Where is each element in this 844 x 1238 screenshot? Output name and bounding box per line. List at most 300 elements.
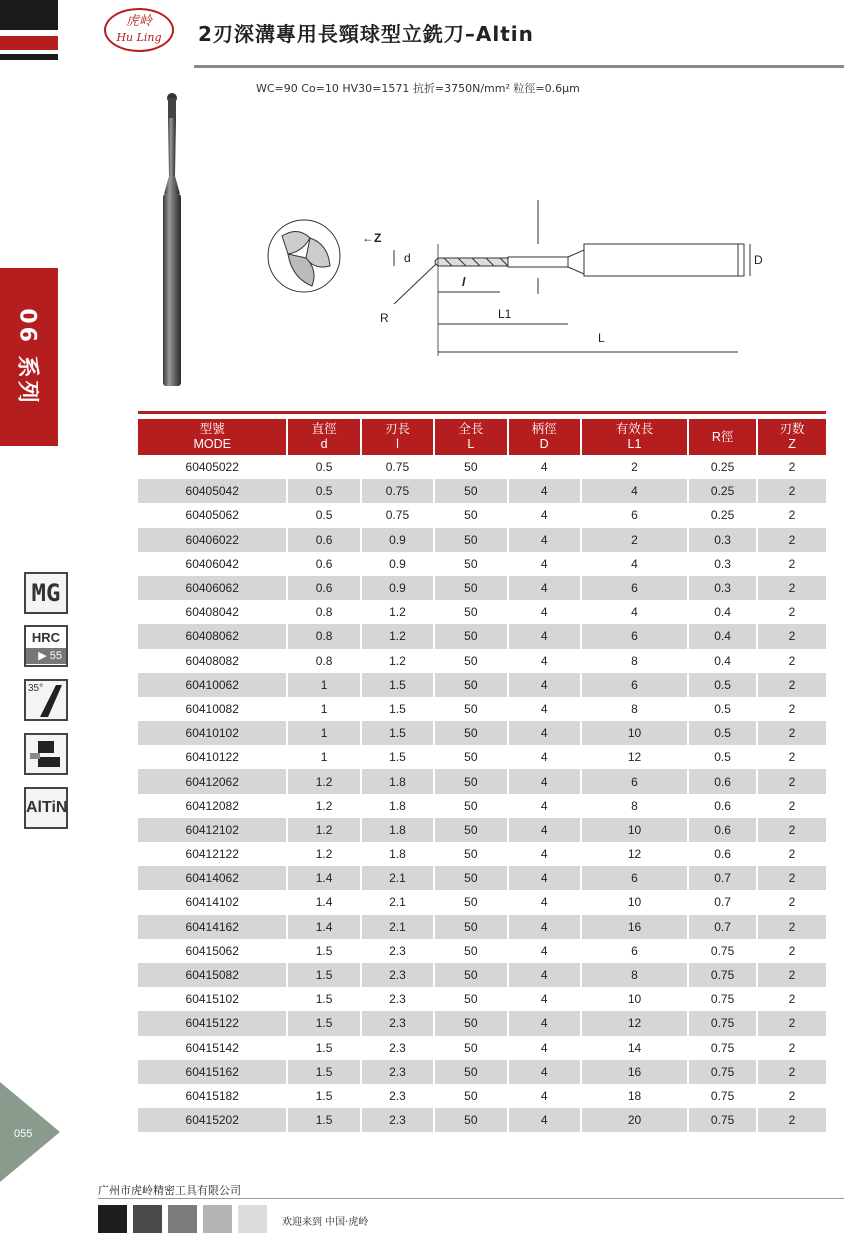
table-cell: 2: [758, 1108, 826, 1132]
table-cell: 60415062: [138, 939, 288, 963]
table-cell: 50: [435, 915, 508, 939]
table-cell: 1.5: [288, 987, 361, 1011]
table-cell: 6: [582, 939, 689, 963]
table-cell: 60415202: [138, 1108, 288, 1132]
table-cell: 60410102: [138, 721, 288, 745]
table-cell: 2.1: [362, 890, 435, 914]
table-cell: 60410122: [138, 745, 288, 769]
table-cell: 0.4: [689, 624, 758, 648]
table-cell: 0.75: [689, 1011, 758, 1035]
table-cell: 6: [582, 624, 689, 648]
table-cell: 2: [788, 460, 796, 475]
table-cell: 4: [509, 1084, 582, 1108]
table-cell: 50: [435, 479, 508, 503]
table-cell: 1.5: [288, 1084, 361, 1108]
table-cell: 4: [509, 890, 582, 914]
table-cell: 0.3: [689, 528, 758, 552]
table-body: [138, 455, 826, 1132]
label-d: d: [404, 251, 411, 265]
table-row: [138, 721, 826, 745]
table-cell: 50: [435, 745, 508, 769]
table-cell: 0.75: [689, 1036, 758, 1060]
table-cell: 50: [435, 987, 508, 1011]
table-cell: 1.4: [288, 915, 361, 939]
table-cell: 2: [758, 1011, 826, 1035]
logo-cn: 虎岭: [125, 14, 152, 29]
table-cell: 0.25: [689, 479, 758, 503]
corner-color-bars: [0, 0, 58, 60]
table-cell: 4: [509, 794, 582, 818]
table-cell: 0.8: [288, 600, 361, 624]
table-cell: 6: [582, 769, 689, 793]
table-cell: 2: [758, 818, 826, 842]
table-cell: 6: [582, 576, 689, 600]
table-cell: 60412062: [138, 769, 288, 793]
color-swatch: [168, 1205, 197, 1233]
table-cell: 1.5: [288, 1108, 361, 1132]
company-name: 广州市虎岭精密工具有限公司: [98, 1184, 241, 1197]
table-cell: 2: [758, 1060, 826, 1084]
col-diameter: 直徑 d: [288, 419, 361, 455]
table-cell: 0.75: [689, 987, 758, 1011]
table-cell: 20: [582, 1108, 689, 1132]
table-cell: 60406022: [138, 528, 288, 552]
table-cell: 60408042: [138, 600, 288, 624]
table-cell: 1.5: [288, 1011, 361, 1035]
table-cell: 60405042: [138, 479, 288, 503]
table-cell: 8: [582, 963, 689, 987]
series-tab: [0, 268, 58, 446]
table-row: [138, 794, 826, 818]
table-row: [138, 866, 826, 890]
table-cell: 60406042: [138, 552, 288, 576]
table-cell: 1: [288, 721, 361, 745]
table-cell: 4: [509, 1108, 582, 1132]
table-cell: 60412122: [138, 842, 288, 866]
table-row: [138, 939, 826, 963]
coating-icon: AlTiN: [24, 787, 68, 829]
table-row: [138, 745, 826, 769]
table-cell: 1: [288, 673, 361, 697]
table-cell: 2: [788, 895, 796, 910]
table-cell: 1.8: [362, 842, 435, 866]
color-swatches: [98, 1205, 267, 1233]
title-divider: [194, 65, 844, 68]
table-cell: 2.3: [362, 987, 435, 1011]
table-cell: 2.3: [362, 1060, 435, 1084]
table-cell: 2.3: [362, 963, 435, 987]
table-cell: 2.1: [362, 915, 435, 939]
table-cell: 0.75: [689, 963, 758, 987]
table-cell: 50: [435, 939, 508, 963]
table-cell: 2: [758, 576, 826, 600]
table-cell: 4: [509, 1036, 582, 1060]
table-cell: 60415122: [138, 1011, 288, 1035]
table-row: [138, 842, 826, 866]
table-cell: 4: [509, 842, 582, 866]
table-cell: 2: [788, 992, 796, 1007]
table-cell: 4: [509, 528, 582, 552]
specification-table: [138, 419, 826, 1132]
table-cell: 4: [509, 963, 582, 987]
table-cell: 2: [758, 866, 826, 890]
helix-angle-icon: [24, 679, 68, 721]
table-row: [138, 528, 826, 552]
table-cell: 0.9: [362, 552, 435, 576]
table-row: [138, 455, 826, 479]
table-cell: 2: [788, 1088, 796, 1103]
table-cell: 0.5: [689, 697, 758, 721]
end-view: [268, 220, 340, 292]
color-swatch: [238, 1205, 267, 1233]
cutting-edge-icon: [24, 733, 68, 775]
table-cell: 2.3: [362, 939, 435, 963]
table-cell: 6: [582, 673, 689, 697]
table-cell: 1.2: [288, 842, 361, 866]
table-cell: 1.8: [362, 818, 435, 842]
table-cell: 1.4: [288, 866, 361, 890]
table-cell: 50: [435, 769, 508, 793]
table-cell: 50: [435, 673, 508, 697]
table-cell: 0.75: [689, 939, 758, 963]
table-cell: 12: [582, 1011, 689, 1035]
col-overall-length: 全長 L: [435, 419, 508, 455]
table-cell: 2: [758, 673, 826, 697]
table-cell: 4: [509, 745, 582, 769]
table-cell: 2: [788, 605, 796, 620]
table-cell: 60410082: [138, 697, 288, 721]
table-cell: 18: [582, 1084, 689, 1108]
table-cell: 0.3: [689, 576, 758, 600]
helix-angle-label: 35°: [28, 683, 44, 694]
table-cell: 4: [509, 503, 582, 527]
table-row: [138, 576, 826, 600]
table-cell: 1.4: [288, 890, 361, 914]
table-cell: 1.5: [362, 745, 435, 769]
table-cell: 60412082: [138, 794, 288, 818]
table-cell: 60414102: [138, 890, 288, 914]
table-cell: 12: [582, 745, 689, 769]
table-cell: 2: [788, 701, 796, 716]
table-row: [138, 1084, 826, 1108]
table-cell: 0.6: [689, 794, 758, 818]
table-cell: 2: [758, 915, 826, 939]
table-cell: 0.9: [362, 528, 435, 552]
table-cell: 2: [788, 943, 796, 958]
table-cell: 50: [435, 818, 508, 842]
table-cell: 0.4: [689, 649, 758, 673]
table-row: [138, 624, 826, 648]
table-cell: 1.5: [362, 721, 435, 745]
table-cell: 50: [435, 576, 508, 600]
table-cell: 10: [582, 721, 689, 745]
material-specs: WC=90 Co=10 HV30=1571 抗折=3750N/mm² 粒徑=0.6μm: [256, 82, 580, 95]
table-cell: 60415142: [138, 1036, 288, 1060]
table-cell: 0.6: [288, 552, 361, 576]
table-cell: 0.75: [689, 1060, 758, 1084]
table-cell: 0.7: [689, 915, 758, 939]
table-cell: 1.2: [362, 649, 435, 673]
table-row: [138, 649, 826, 673]
table-cell: 50: [435, 1108, 508, 1132]
table-cell: 4: [509, 1011, 582, 1035]
table-cell: 4: [509, 600, 582, 624]
table-cell: 2: [788, 653, 796, 668]
table-row: [138, 1108, 826, 1132]
table-row: [138, 697, 826, 721]
table-cell: 2: [758, 528, 826, 552]
label-l1: L1: [498, 307, 512, 321]
table-cell: 60415082: [138, 963, 288, 987]
table-cell: 0.6: [689, 842, 758, 866]
table-header-row: [138, 419, 826, 455]
table-cell: 60412102: [138, 818, 288, 842]
table-row: [138, 1011, 826, 1035]
table-cell: 4: [509, 818, 582, 842]
table-cell: 50: [435, 1084, 508, 1108]
col-radius: R徑: [689, 419, 758, 455]
table-cell: 1.2: [288, 818, 361, 842]
color-swatch: [203, 1205, 232, 1233]
table-row: [138, 673, 826, 697]
table-cell: 1.5: [288, 939, 361, 963]
table-cell: 60405022: [138, 455, 288, 479]
table-cell: 4: [509, 697, 582, 721]
logo-en: Hu Ling: [116, 31, 162, 44]
table-cell: 2.3: [362, 1011, 435, 1035]
table-row: [138, 818, 826, 842]
table-cell: 0.75: [362, 479, 435, 503]
table-cell: 10: [582, 890, 689, 914]
table-cell: 0.6: [689, 818, 758, 842]
table-cell: 50: [435, 649, 508, 673]
table-cell: 4: [509, 987, 582, 1011]
table-cell: 50: [435, 1011, 508, 1035]
table-cell: 4: [509, 624, 582, 648]
table-cell: 16: [582, 915, 689, 939]
col-effective-length: 有效長 L1: [582, 419, 689, 455]
table-cell: 50: [435, 721, 508, 745]
table-cell: 1.5: [288, 1060, 361, 1084]
table-cell: 1.2: [362, 624, 435, 648]
table-cell: 1.8: [362, 794, 435, 818]
table-cell: 4: [509, 576, 582, 600]
table-cell: 4: [582, 552, 689, 576]
table-top-rule: [138, 411, 826, 414]
color-swatch: [98, 1205, 127, 1233]
table-cell: 2.1: [362, 866, 435, 890]
table-cell: 2: [582, 528, 689, 552]
table-cell: 6: [582, 866, 689, 890]
table-row: [138, 963, 826, 987]
page-title: 2刃深溝專用長頸球型立銑刀–Altin: [198, 22, 534, 46]
table-cell: 8: [582, 794, 689, 818]
table-cell: 0.5: [689, 721, 758, 745]
table-cell: 4: [509, 721, 582, 745]
table-row: [138, 890, 826, 914]
table-cell: 0.5: [288, 503, 361, 527]
table-cell: 2: [788, 556, 796, 571]
col-flute-length: 刃長 l: [362, 419, 435, 455]
table-cell: 2: [758, 963, 826, 987]
table-cell: 0.7: [689, 890, 758, 914]
table-cell: 50: [435, 503, 508, 527]
tool-photo: [150, 86, 210, 392]
table-cell: 60415162: [138, 1060, 288, 1084]
table-cell: 60414062: [138, 866, 288, 890]
welcome-text: 欢迎来到 中国·虎岭: [282, 1217, 369, 1228]
page-number: 055: [14, 1128, 33, 1140]
table-cell: 50: [435, 624, 508, 648]
table-cell: 50: [435, 528, 508, 552]
col-mode: 型號 MODE: [138, 419, 288, 455]
table-cell: 50: [435, 600, 508, 624]
label-z: Z: [374, 231, 382, 245]
label-l: l: [462, 275, 466, 289]
table-row: [138, 552, 826, 576]
table-cell: 2: [788, 750, 796, 765]
col-flutes: 刃数 Z: [758, 419, 826, 455]
table-row: [138, 1036, 826, 1060]
table-cell: 0.5: [288, 455, 361, 479]
table-cell: 1.5: [362, 697, 435, 721]
label-big-d: D: [754, 253, 763, 267]
hrc-label: HRC: [31, 630, 61, 645]
table-cell: 0.25: [689, 503, 758, 527]
table-cell: 50: [435, 866, 508, 890]
table-cell: 50: [435, 842, 508, 866]
table-cell: 0.6: [689, 769, 758, 793]
table-cell: 4: [509, 866, 582, 890]
table-cell: 0.6: [288, 576, 361, 600]
label-r: R: [380, 311, 389, 325]
table-cell: 60410062: [138, 673, 288, 697]
table-cell: 50: [435, 890, 508, 914]
table-cell: 8: [582, 649, 689, 673]
footer-divider: [98, 1198, 844, 1199]
table-cell: 1.5: [362, 673, 435, 697]
table-cell: 0.75: [362, 503, 435, 527]
table-cell: 0.8: [288, 624, 361, 648]
brand-logo: [104, 8, 174, 52]
table-cell: 0.7: [689, 866, 758, 890]
table-row: [138, 987, 826, 1011]
table-cell: 50: [435, 455, 508, 479]
table-cell: 60408082: [138, 649, 288, 673]
table-cell: 0.5: [689, 673, 758, 697]
table-cell: 2.3: [362, 1108, 435, 1132]
table-cell: 2: [582, 455, 689, 479]
table-cell: 4: [509, 915, 582, 939]
table-cell: 2: [788, 1040, 796, 1055]
table-row: [138, 769, 826, 793]
table-cell: 14: [582, 1036, 689, 1060]
table-cell: 0.75: [362, 455, 435, 479]
table-cell: 50: [435, 1036, 508, 1060]
series-label: 06 系列: [14, 308, 40, 406]
table-cell: 2: [758, 624, 826, 648]
table-cell: 60406062: [138, 576, 288, 600]
table-cell: 1.2: [288, 769, 361, 793]
hrc-value: ▶ 55: [26, 648, 66, 664]
table-cell: 60408062: [138, 624, 288, 648]
table-row: [138, 503, 826, 527]
table-cell: 4: [509, 673, 582, 697]
table-cell: 1.2: [288, 794, 361, 818]
table-row: [138, 479, 826, 503]
table-cell: 1.5: [288, 1036, 361, 1060]
table-cell: 4: [582, 600, 689, 624]
table-cell: 1: [288, 697, 361, 721]
table-cell: 0.9: [362, 576, 435, 600]
table-cell: 10: [582, 987, 689, 1011]
table-row: [138, 600, 826, 624]
table-cell: 60414162: [138, 915, 288, 939]
table-cell: 0.25: [689, 455, 758, 479]
table-cell: 2: [788, 847, 796, 862]
table-cell: 2: [758, 769, 826, 793]
table-cell: 4: [582, 479, 689, 503]
mg-icon: MG: [24, 572, 68, 614]
table-cell: 50: [435, 1060, 508, 1084]
table-cell: 0.4: [689, 600, 758, 624]
table-cell: 60415102: [138, 987, 288, 1011]
table-cell: 4: [509, 455, 582, 479]
table-cell: 2: [788, 508, 796, 523]
table-row: [138, 915, 826, 939]
table-cell: 6: [582, 503, 689, 527]
table-cell: 8: [582, 697, 689, 721]
table-cell: 60405062: [138, 503, 288, 527]
table-cell: 0.5: [288, 479, 361, 503]
table-cell: 4: [509, 769, 582, 793]
hrc-icon: [24, 625, 68, 667]
table-cell: 4: [509, 479, 582, 503]
table-cell: 1.5: [288, 963, 361, 987]
col-shank-diameter: 柄徑 D: [509, 419, 582, 455]
label-big-l: L: [598, 331, 605, 345]
table-cell: 0.6: [288, 528, 361, 552]
table-cell: 2: [788, 798, 796, 813]
table-cell: 4: [509, 552, 582, 576]
table-cell: 10: [582, 818, 689, 842]
table-cell: 0.75: [689, 1108, 758, 1132]
table-cell: 50: [435, 697, 508, 721]
table-cell: 50: [435, 552, 508, 576]
table-cell: 4: [509, 649, 582, 673]
tool-diagram: [262, 196, 782, 366]
table-cell: 16: [582, 1060, 689, 1084]
table-row: [138, 1060, 826, 1084]
table-cell: 4: [509, 1060, 582, 1084]
table-cell: 0.3: [689, 552, 758, 576]
table-cell: 2.3: [362, 1036, 435, 1060]
table-cell: 60415182: [138, 1084, 288, 1108]
table-cell: 1.2: [362, 600, 435, 624]
table-cell: 2.3: [362, 1084, 435, 1108]
table-cell: 1: [288, 745, 361, 769]
table-cell: 0.5: [689, 745, 758, 769]
table-cell: 2: [758, 479, 826, 503]
svg-text:←: ←: [362, 231, 374, 245]
table-cell: 0.75: [689, 1084, 758, 1108]
table-cell: 50: [435, 794, 508, 818]
table-cell: 12: [582, 842, 689, 866]
table-cell: 0.8: [288, 649, 361, 673]
table-cell: 4: [509, 939, 582, 963]
table-cell: 1.8: [362, 769, 435, 793]
color-swatch: [133, 1205, 162, 1233]
